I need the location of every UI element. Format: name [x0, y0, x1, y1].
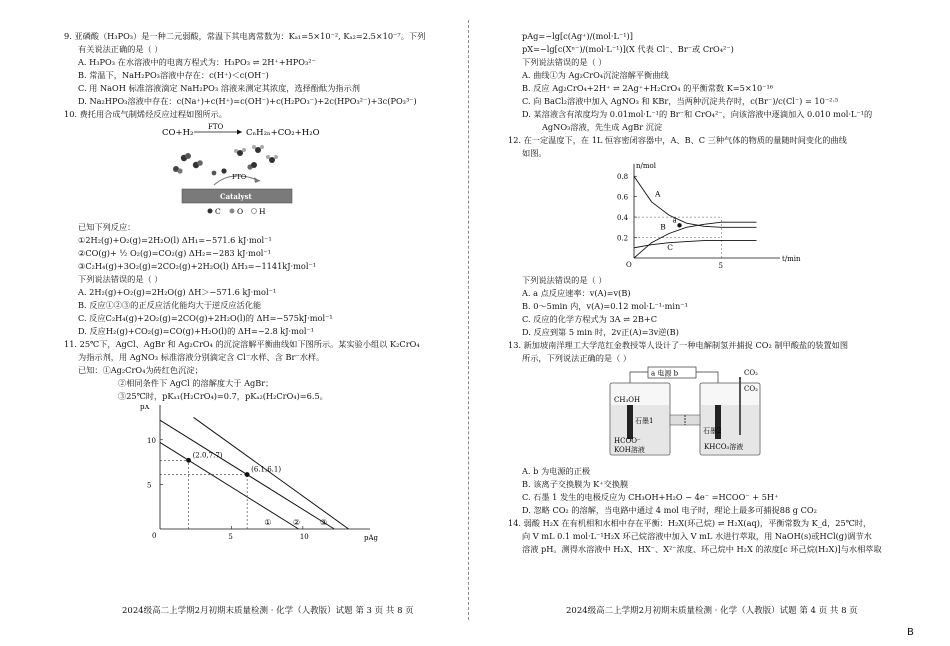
- q11-stem-cont: 为指示剂，用 AgNO₃ 标准溶液分别滴定含 Cl⁻水样、含 Br⁻水样。: [78, 352, 325, 362]
- origin-label: O: [626, 261, 632, 269]
- q13-option-d: D. 忽略 CO₂ 的溶解，当电路中通过 4 mol 电子时，理论上最多可捕捉88 g CO₂: [522, 505, 817, 515]
- q11-option-c: C. 向 BaCl₂溶液中加入 AgNO₃ 和 KBr，当两种沉淀共存时，c(Br⁻)/c(Cl⁻) = 10⁻²·⁵: [522, 96, 839, 106]
- q10-ask: 下列说法错误的是（ ）: [78, 274, 163, 284]
- electrolysis-apparatus: [508, 365, 898, 461]
- co2-label-bottom: CO₂: [744, 385, 758, 393]
- q9-option-a: A. H₃PO₃ 在水溶液中的电离方程式为：H₃PO₃ ⇌ 2H⁺+HPO₃²⁻: [78, 57, 316, 67]
- left-solution-label: KOH溶液: [614, 446, 645, 454]
- q13-stem-cont: 所示，下列说法正确的是（ ）: [522, 353, 632, 363]
- q14-stem: 14. 弱酸 H₂X 在有机相和水相中存在平衡：H₂X(环己烷) ⇌ H₂X(aq)，平衡常数为 K_d，25℃时，: [508, 518, 872, 528]
- footer-right: 2024级高二上学期2月初期末质量检测 · 化学（人教版）试题 第 4 页 共 8 页: [566, 606, 858, 616]
- q12-stem: 12. 在一定温度下，在 1L 恒容密闭容器中，A、B、C 三种气体的物质的量随时间变化的曲线: [508, 135, 847, 145]
- q12-stem-cont: 如图。: [522, 148, 547, 158]
- q14-stem-cont-2: 溶液 pH。测得水溶液中 H₂X、HX⁻、X²⁻浓度、环己烷中 H₂X 的浓度[c 环己烷(H₂X)]与水相萃取: [522, 544, 882, 554]
- x-axis-label: t/min: [782, 255, 801, 263]
- reaction-left: CO+H₂: [162, 128, 194, 138]
- catalyst-label: Catalyst: [220, 192, 252, 201]
- q12-option-b: B. 0～5min 内，v(A)=0.12 mol·L⁻¹·min⁻¹: [522, 301, 688, 311]
- q13-stem: 13. 新加坡南洋理工大学范红金教授等人设计了一种电解制氢并捕捉 CO₂ 制甲酸盐的装置如图: [508, 340, 849, 350]
- footer-left: 2024级高二上学期2月初期末质量检测 · 化学（人教版）试题 第 3 页 共 8 页: [122, 606, 414, 616]
- y-tick-label: 0.6: [617, 193, 629, 202]
- x-tick-label: 5: [718, 262, 723, 270]
- y-tick-label: 0.8: [617, 173, 629, 182]
- y-tick-label: 0.4: [617, 214, 629, 223]
- q9-option-b: B. 常温下，NaH₂PO₃溶液中存在：c(H⁺)＜c(OH⁻): [78, 70, 269, 80]
- y-axis-label: pX: [140, 405, 150, 411]
- x-axis-label: pAg: [364, 534, 379, 542]
- fold-line: [468, 20, 469, 620]
- hcoo-label: HCOO⁻: [614, 437, 641, 445]
- q13-option-b: B. 该离子交换膜为 K⁺交换膜: [522, 479, 629, 489]
- ch3oh-label: CH₃OH: [614, 396, 641, 404]
- series-label-c: C: [667, 242, 673, 252]
- left-column: [64, 30, 464, 547]
- q12-option-c: C. 反应的化学方程式为 3A ⇌ 2B+C: [522, 314, 658, 324]
- co2-label-top: CO₂: [744, 369, 758, 377]
- q10-option-c: C. 反应C₂H₄(g)+2O₂(g)=2CO(g)+2H₂O(l)的 ΔH=−575kJ·mol⁻¹: [78, 313, 333, 323]
- q12-option-d: D. 反应到第 5 min 时，2v正(A)=3v逆(B): [522, 327, 679, 337]
- graphite-1-electrode: [627, 405, 633, 439]
- y-tick-label: 5: [147, 481, 152, 490]
- data-point-1: [186, 458, 191, 463]
- q13-option-c: C. 石墨 1 发生的电极反应为 CH₃OH+H₂O − 4e⁻ =HCOO⁻ + 5H⁺: [522, 492, 779, 502]
- corner-mark: B: [907, 627, 914, 638]
- molecule-cluster-icon: [173, 145, 278, 175]
- oxygen-legend-icon: [230, 209, 235, 214]
- q10-known: 已知下列反应：: [78, 222, 136, 232]
- curve-label-3: ③: [320, 518, 328, 527]
- q12-option-a: A. a 点反应速率：v(A)=v(B): [522, 288, 631, 298]
- curve-label-1: ①: [264, 518, 272, 527]
- fto-label: FTO: [232, 173, 247, 181]
- graphite-2-label: 石墨2: [703, 427, 722, 435]
- q10-option-a: A. 2H₂(g)+O₂(g)=2H₂O(g) ΔH＞−571.6 kJ·mol⁻¹: [78, 287, 277, 297]
- q12-chart: [606, 160, 806, 270]
- data-point-2: [245, 472, 250, 477]
- legend-c: C: [215, 207, 221, 215]
- x-tick-label: 5: [228, 533, 233, 541]
- q10-option-d: D. 反应H₂(g)+CO₂(g)=CO(g)+H₂O(l)的 ΔH=−2.8 kJ·mol⁻¹: [78, 326, 315, 336]
- series-label-a: A: [655, 189, 661, 199]
- curve-label-2: ②: [292, 518, 301, 527]
- q11-option-b: B. 反应 Ag₂CrO₄+2H⁺ ⇌ 2Ag⁺+H₂CrO₄ 的平衡常数 K=5×10⁻¹⁶: [522, 83, 774, 93]
- q11-chart: [134, 405, 394, 543]
- intersection-label: a: [672, 216, 677, 225]
- q9-option-c: C. 用 NaOH 标准溶液滴定 NaH₂PO₃ 溶液来测定其浓度，选择酚酞为指示剂: [78, 83, 360, 93]
- right-column: [508, 30, 898, 556]
- q11-pag-def: pAg=−lg[c(Ag⁺)/(mol·L⁻¹)]: [522, 31, 633, 41]
- y-tick-label: 10: [147, 436, 156, 445]
- fto-reaction-diagram: [64, 123, 464, 215]
- series-line-1: [160, 442, 299, 529]
- power-label: a 电源 b: [651, 369, 679, 378]
- series-line-c: [634, 241, 757, 248]
- q11-known-2: ②相同条件下 AgCl 的溶解度大于 AgBr；: [118, 378, 274, 388]
- carbon-legend-icon: [208, 209, 213, 214]
- reaction-right: CₙH₂ₙ+CO₂+H₂O: [246, 128, 320, 138]
- q13-option-a: A. b 为电源的正极: [522, 466, 591, 476]
- q9-stem-cont: 有关说法正确的是（ ）: [78, 44, 163, 54]
- y-axis-label: n/mol: [636, 162, 656, 170]
- hydrogen-legend-icon: [252, 209, 257, 214]
- q11-option-a: A. 曲线①为 Ag₂CrO₄沉淀溶解平衡曲线: [522, 70, 669, 80]
- q10-eq2: ②CO(g)+ ½ O₂(g)=CO₂(g) ΔH₂=−283 kJ·mol⁻¹: [78, 248, 271, 258]
- q11-stem: 11. 25℃下，AgCl、AgBr 和 Ag₂CrO₄ 的沉淀溶解平衡曲线如下图所示。某实验小组以 K₂CrO₄: [64, 339, 420, 349]
- q11-known-1: 已知：①Ag₂CrO₄为砖红色沉淀；: [78, 365, 203, 375]
- q9-option-d: D. Na₂HPO₃溶液中存在：c(Na⁺)+c(H⁺)=c(OH⁻)+c(H₂PO₃⁻)+2c(HPO₃²⁻)+3c(PO₃³⁻): [78, 96, 417, 106]
- q10-option-b: B. 反应①②③的正反应活化能均大于逆反应活化能: [78, 300, 262, 310]
- right-solution-label: KHCO₃溶液: [704, 443, 744, 451]
- y-tick-label: 0.2: [617, 234, 629, 243]
- graphite-1-label: 石墨1: [635, 417, 654, 425]
- legend-o: O: [237, 207, 244, 215]
- q11-option-d-cont: AgNO₃溶液，先生成 AgBr 沉淀: [542, 122, 663, 132]
- data-point-label-1: (2.0,7.7): [192, 451, 223, 460]
- q11-px-def: pX=−lg[c(Xⁿ⁻)/(mol·L⁻¹)](X 代表 Cl⁻、Br⁻或 CrO₄²⁻): [522, 44, 734, 54]
- q14-stem-cont-1: 向 V mL 0.1 mol·L⁻¹H₂X 环己烷溶液中加入 V mL 水进行萃取，用 NaOH(s)或HCl(g)调节水: [522, 531, 872, 541]
- q9-stem: 9. 亚磷酸（H₃PO₃）是一种二元弱酸，常温下其电离常数为：Kₐ₁=5×10⁻², Kₐ₂=2.5×10⁻⁷。下列: [64, 31, 426, 41]
- origin-label: 0: [152, 532, 157, 540]
- series-line-a: [634, 176, 757, 227]
- x-tick-label: 10: [299, 533, 309, 541]
- data-point-label-2: (6.1,6.1): [251, 465, 282, 474]
- q11-option-d: D. 某溶液含有浓度均为 0.01mol·L⁻¹的 Br⁻和 CrO₄²⁻，向该溶液中逐滴加入 0.010 mol·L⁻¹的: [522, 109, 873, 119]
- q11-known-3: ③25℃时，pKₐ₁(H₂CrO₄)=0.7，pKₐ₂(H₂CrO₄)=6.5。: [118, 391, 328, 401]
- q11-ask: 下列说法错误的是（ ）: [522, 57, 607, 67]
- q10-eq1: ①2H₂(g)+O₂(g)=2H₂O(l) ΔH₁=−571.6 kJ·mol⁻¹: [78, 235, 272, 245]
- q10-eq3: ③C₂H₄(g)+3O₂(g)=2CO₂(g)+2H₂O(l) ΔH₃=−1141kJ·mol⁻¹: [78, 261, 317, 271]
- q10-stem: 10. 费托用合成气制烯烃反应过程如图所示。: [64, 109, 227, 119]
- reaction-arrow-label: FTO: [208, 123, 224, 131]
- intersection-point-a: [677, 223, 681, 227]
- q12-ask: 下列说法错误的是（ ）: [522, 275, 607, 285]
- legend-h: H: [259, 207, 266, 215]
- series-label-b: B: [660, 222, 666, 232]
